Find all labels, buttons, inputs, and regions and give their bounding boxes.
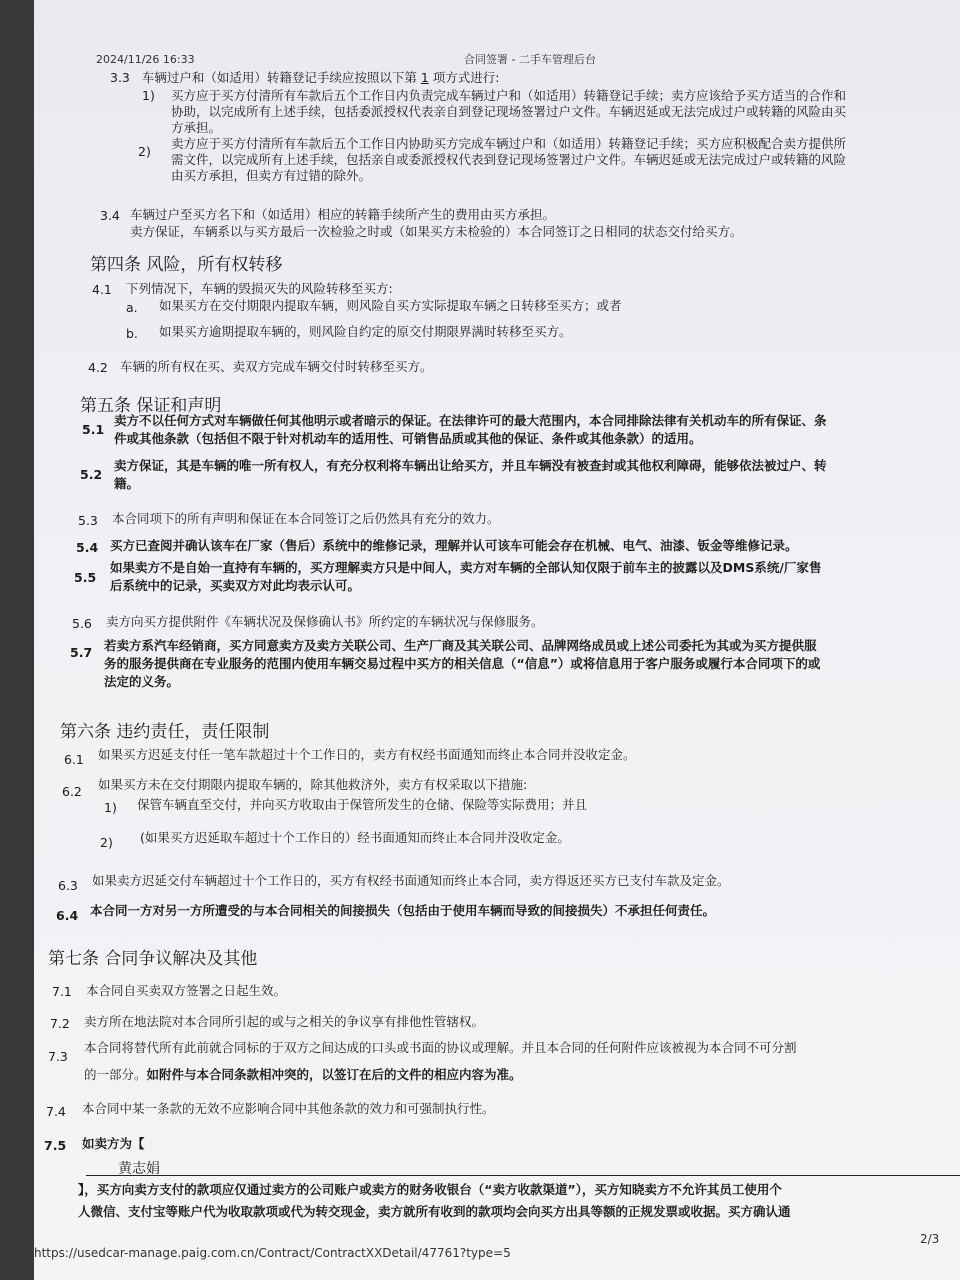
clause-text-line [84,1067,522,1083]
item-number: b. [126,326,138,341]
seller-name: 黄志娟 [118,1161,160,1177]
clause-text: 卖方保证，其是车辆的唯一所有权人，有充分权利将车辆出让给买方，并且车辆没有被查封或其他权利障碍，能够依法被过户、转 [114,458,827,473]
item-text: 如果买方在交付期限内提取车辆，则风险自买方实际提取车辆之日转移至买方；或者 [159,298,622,313]
clause-number: 3.3 [110,70,130,85]
option-number: 1 [420,70,429,85]
clause-number: 4.2 [88,360,108,375]
clause-text: 本合同自买卖双方签署之日起生效。 [86,983,287,998]
clause-number: 7.2 [50,1016,70,1031]
clause-number: 7.4 [46,1104,66,1119]
article-heading: 第四条 风险，所有权转移 [90,255,283,275]
clause-text: 】，买方向卖方支付的款项应仅通过卖方的公司账户或卖方的财务收银台（“卖方收款渠道”），买方知晓卖方不允许其员工使用个 [78,1182,782,1197]
item-number: a. [126,300,138,315]
clause-text: 卖方保证，车辆系以与买方最后一次检验之时或（如果买方未检验的）本合同签订之日相同的状态交付给买方。 [130,224,743,239]
item-text: 买方应于买方付清所有车款后五个工作日内负责完成车辆过户和（如适用）转籍登记手续；卖方应该给予买方适当的合作和 [171,88,847,103]
item-text: 协助，以完成所有上述手续，包括委派授权代表亲自到登记现场签署过户文件。车辆迟延或无法完成过户或转籍的风险由买 [171,104,847,119]
clause-number: 6.4 [56,908,79,923]
clause-text: 下列情况下，车辆的毁损灭失的风险转移至买方: [126,281,393,296]
clause-text: 籍。 [114,476,140,491]
clause-text: 后系统中的记录，买卖双方对此均表示认可。 [110,578,361,593]
clause-text: 卖方所在地法院对本合同所引起的或与之相关的争议享有排他性管辖权。 [84,1014,485,1029]
contract-page [34,0,960,1280]
clause-text: 如卖方为【 [82,1136,145,1151]
clause-text: 本合同将替代所有此前就合同标的于双方之间达成的口头或书面的协议或理解。并且本合同的任何附件应该被视为本合同不可分割 [84,1040,797,1055]
clause-text: 的一部分。 [84,1067,147,1082]
item-number: 2) [100,835,113,850]
page-header-title: 合同签署 - 二手车管理后台 [464,53,596,66]
print-datetime: 2024/11/26 16:33 [96,53,195,66]
clause-3-3 [110,70,499,86]
clause-text: 车辆的所有权在买、卖双方完成车辆交付时转移至买方。 [120,359,433,374]
clause-number: 5.1 [82,422,105,437]
clause-text: 本合同项下的所有声明和保证在本合同签订之后仍然具有充分的效力。 [112,511,500,526]
clause-number: 5.5 [74,570,97,585]
clause-number: 7.5 [44,1138,67,1153]
clause-text: 人微信、支付宝等账户代为收取款项或代为转交现金，卖方就所有收到的款项均会向买方出具等额的正规发票或收据。买方确认通 [78,1204,791,1219]
clause-number: 4.1 [92,282,112,297]
clause-text: 买方已查阅并确认该车在厂家（售后）系统中的维修记录，理解并认可该车可能会存在机械、电气、油漆、钣金等维修记录。 [110,538,798,553]
clause-text: 如果卖方不是自始一直持有车辆的，买方理解卖方只是中间人，卖方对车辆的全部认知仅限于前车主的披露以及DMS系统/厂家售 [110,560,822,575]
clause-text-bold: 如附件与本合同条款相冲突的，以签订在后的文件的相应内容为准。 [146,1067,522,1082]
item-text: 卖方应于买方付清所有车款后五个工作日内协助买方完成车辆过户和（如适用）转籍登记手续；买方应积极配合卖方提供所 [171,136,847,151]
article-heading: 第七条 合同争议解决及其他 [48,949,258,969]
article-heading: 第五条 保证和声明 [80,396,222,416]
clause-text: 件或其他条款（包括但不限于针对机动车的适用性、可销售品质或其他的保证、条件或其他条款）的适用。 [114,431,702,446]
clause-number: 5.4 [76,540,99,555]
item-text: 由买方承担，但卖方有过错的除外。 [171,168,372,183]
clause-number: 3.4 [100,208,120,223]
clause-text: 卖方向买方提供附件《车辆状况及保修确认书》所约定的车辆状况与保修服务。 [106,614,544,629]
clause-text: 法定的义务。 [104,674,180,689]
clause-text: 车辆过户至买方名下和（如适用）相应的转籍手续所产生的费用由买方承担。 [130,207,556,222]
clause-text: 项方式进行: [432,70,500,85]
clause-text: 务的服务提供商在专业服务的范围内使用车辆交易过程中买方的相关信息（“信息”）或将信息用于客户服务或履行本合同项下的或 [104,656,821,671]
seller-name-field [86,1158,960,1176]
clause-number: 5.7 [70,645,93,660]
clause-text: 若卖方系汽车经销商，买方同意卖方及卖方关联公司、生产厂商及其关联公司、品牌网络成员或上述公司委托为其或为买方提供服 [104,638,817,653]
clause-number: 6.2 [62,784,82,799]
clause-text: 如果买方迟延支付任一笔车款超过十个工作日的，卖方有权经书面通知而终止本合同并没收定金。 [98,747,636,762]
clause-text: 卖方不以任何方式对车辆做任何其他明示或者暗示的保证。在法律许可的最大范围内，本合同排除法律有关机动车的所有保证、条 [114,413,827,428]
item-number: 1) [104,800,117,815]
item-text: 方承担。 [171,120,222,135]
clause-number: 7.3 [48,1049,68,1064]
clause-number: 5.6 [72,616,92,631]
item-number: 1) [142,88,155,103]
clause-number: 5.2 [80,467,103,482]
page-number: 2/3 [920,1232,940,1246]
clause-text: 如果买方未在交付期限内提取车辆的，除其他救济外，卖方有权采取以下措施: [98,777,528,792]
clause-number: 6.3 [58,878,78,893]
item-text: 如果买方逾期提取车辆的，则风险自约定的原交付期限界满时转移至买方。 [159,324,572,339]
item-number: 2) [138,144,151,159]
page-url: https://usedcar-manage.paig.com.cn/Contract/ContractXXDetail/47761?type=5 [34,1246,511,1260]
clause-text: 本合同中某一条款的无效不应影响合同中其他条款的效力和可强制执行性。 [82,1101,495,1116]
clause-text: 本合同一方对另一方所遭受的与本合同相关的间接损失（包括由于使用车辆而导致的间接损失）不承担任何责任。 [90,903,716,918]
clause-text: 车辆过户和（如适用）转籍登记手续应按照以下第 [141,70,417,85]
clause-number: 7.1 [52,984,72,999]
item-text: 需文件，以完成所有上述手续，包括亲自或委派授权代表到登记现场签署过户文件。车辆迟延或无法完成过户或转籍的风险 [171,152,847,167]
clause-number: 5.3 [78,513,98,528]
clause-number: 6.1 [64,752,84,767]
article-heading: 第六条 违约责任，责任限制 [60,722,270,742]
item-text: 保管车辆直至交付，并向买方收取由于保管所发生的仓储、保险等实际费用；并且 [137,797,588,812]
clause-text: 如果卖方迟延交付车辆超过十个工作日的，买方有权经书面通知而终止本合同，卖方得返还买方已支付车款及定金。 [92,873,730,888]
item-text: (如果买方迟延取车超过十个工作日的）经书面通知而终止本合同并没收定金。 [140,830,570,845]
